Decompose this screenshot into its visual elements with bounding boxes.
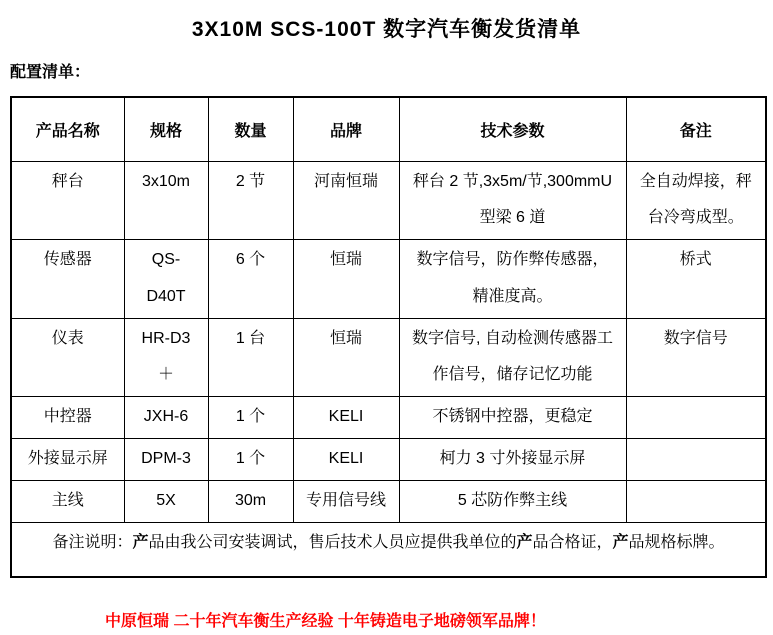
table-cell: [626, 397, 766, 439]
table-row-control-box: [11, 397, 766, 439]
table-cell: 仪表: [11, 318, 124, 397]
table-cell: 传感器: [11, 240, 124, 319]
table-cell: 数字信号，防作弊传感器，精准度高。: [399, 240, 626, 319]
table-cell: 恒瑞: [293, 318, 399, 397]
shipping-list-table: [10, 96, 767, 578]
remarks-bold-char: 产: [132, 533, 149, 551]
table-cell: 3x10m: [124, 161, 208, 240]
remarks-bold-char: 产: [612, 533, 629, 551]
config-list-label: 配置清单：: [10, 64, 91, 81]
table-cell: [626, 439, 766, 481]
table-cell: 1 个: [208, 397, 293, 439]
table-cell: 主线: [11, 480, 124, 522]
column-header-tech-params: 技术参数: [399, 97, 626, 161]
table-cell: 30m: [208, 480, 293, 522]
table-cell: 恒瑞: [293, 240, 399, 319]
table-cell: 柯力 3 寸外接显示屏: [399, 439, 626, 481]
table-cell: 中控器: [11, 397, 124, 439]
remarks-text: [11, 522, 766, 577]
table-cell: HR-D3＋: [124, 318, 208, 397]
table-cell: 桥式: [626, 240, 766, 319]
table-header-row: [11, 97, 766, 161]
page-title: 3X10M SCS-100T 数字汽车衡发货清单: [191, 18, 582, 41]
table-cell: 数字信号: [626, 318, 766, 397]
column-header-brand: 品牌: [293, 97, 399, 161]
table-cell: 专用信号线: [293, 480, 399, 522]
column-header-spec: 规格: [124, 97, 208, 161]
table-cell: 1 个: [208, 439, 293, 481]
column-header-product: 产品名称: [11, 97, 124, 161]
table-cell: 数字信号, 自动检测传感器工作信号，储存记忆功能: [399, 318, 626, 397]
table-cell: 河南恒瑞: [293, 161, 399, 240]
remarks-label: 备注说明：: [52, 533, 133, 551]
table-cell: QS-D40T: [124, 240, 208, 319]
table-cell: 1 台: [208, 318, 293, 397]
table-row-sensor: [11, 240, 766, 319]
table-row-external-display: [11, 439, 766, 481]
table-cell: 2 节: [208, 161, 293, 240]
table-cell: 外接显示屏: [11, 439, 124, 481]
remarks-row: [11, 522, 766, 577]
remarks-segment: 品合格证，: [532, 533, 613, 551]
column-header-quantity: 数量: [208, 97, 293, 161]
column-header-remark: 备注: [626, 97, 766, 161]
table-cell: KELI: [293, 439, 399, 481]
remarks-bold-char: 产: [516, 533, 533, 551]
table-cell: JXH-6: [124, 397, 208, 439]
table-cell: 不锈钢中控器，更稳定: [399, 397, 626, 439]
table-cell: 全自动焊接，秤台冷弯成型。: [626, 161, 766, 240]
table-row-indicator: [11, 318, 766, 397]
table-cell: 6 个: [208, 240, 293, 319]
table-cell: [626, 480, 766, 522]
remarks-segment: 品规格标牌。: [628, 533, 725, 551]
footer-slogan: 中原恒瑞 二十年汽车衡生产经验 十年铸造电子地磅领军品牌！: [105, 613, 546, 631]
table-cell: 5 芯防作弊主线: [399, 480, 626, 522]
table-cell: 5X: [124, 480, 208, 522]
table-cell: 秤台: [11, 161, 124, 240]
remarks-segment: 品由我公司安装调试，售后技术人员应提供我单位的: [148, 533, 517, 551]
table-row-scale-platform: [11, 161, 766, 240]
table-cell: DPM-3: [124, 439, 208, 481]
table-cell: KELI: [293, 397, 399, 439]
table-row-main-cable: [11, 480, 766, 522]
table-cell: 秤台 2 节,3x5m/节,300mmU型梁 6 道: [399, 161, 626, 240]
